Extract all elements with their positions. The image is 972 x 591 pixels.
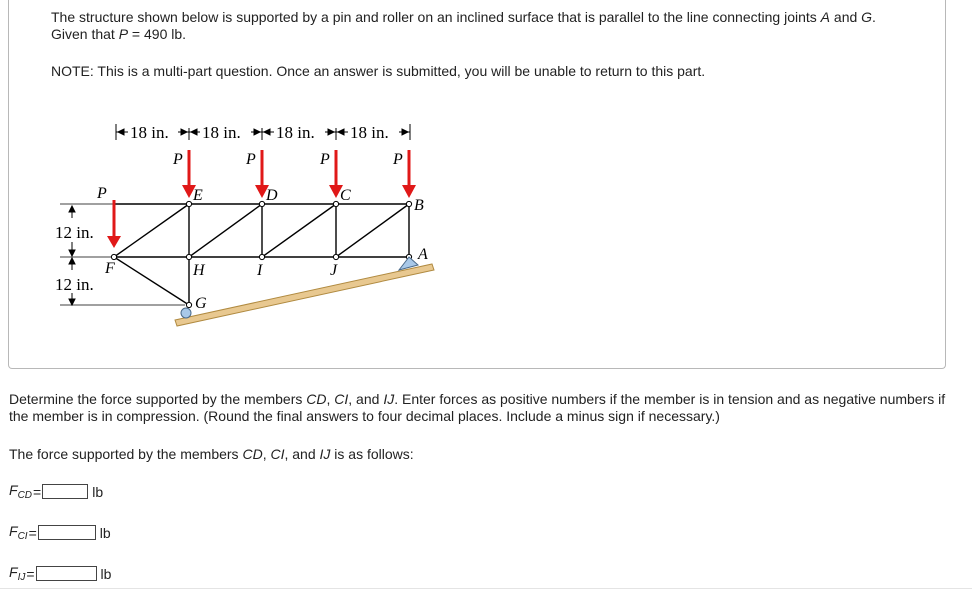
- load-label-d: P: [246, 151, 256, 168]
- joint-label-a: A: [418, 246, 428, 263]
- fij-input[interactable]: [36, 566, 97, 581]
- joint-label-b: B: [414, 197, 424, 214]
- member-ci-ref: CI: [334, 391, 349, 407]
- joint-label-h: H: [193, 262, 205, 279]
- p-symbol: P: [118, 26, 129, 42]
- height-label-1: 12 in.: [55, 223, 94, 242]
- page-divider: [0, 588, 972, 589]
- joint-label-i: I: [257, 262, 263, 279]
- roller-support-g: [181, 308, 191, 318]
- answer-label-fci: $F_{CI}$: [9, 523, 28, 542]
- height-label-2: 12 in.: [55, 275, 94, 294]
- load-label-e: P: [173, 151, 183, 168]
- p-value: = 490 lb.: [128, 26, 187, 42]
- member-ij-ref: IJ: [383, 391, 395, 407]
- answer-intro: The force supported by the members CD, CI, and IJ is as follows:: [9, 446, 414, 462]
- fcd-input[interactable]: [42, 484, 88, 499]
- load-label-f: P: [97, 185, 107, 202]
- multi-part-note: NOTE: This is a multi-part question. Once an answer is submitted, you will be unable to return to this part.: [51, 63, 706, 79]
- dimension-label-2: 18 in.: [202, 123, 241, 142]
- dimension-label-4: 18 in.: [350, 123, 389, 142]
- unit-label: lb: [99, 524, 111, 541]
- joint-label-f: F: [105, 260, 115, 277]
- joint-label-e: E: [193, 187, 203, 204]
- dimension-label-3: 18 in.: [276, 123, 315, 142]
- load-label-c: P: [320, 151, 330, 168]
- answer-row-fij: $F_{IJ}$ = lb: [9, 564, 112, 583]
- joint-label-j: J: [330, 262, 338, 279]
- joint-label-c: C: [340, 187, 351, 204]
- joint-label-g: G: [195, 295, 207, 312]
- load-label-b: P: [393, 151, 403, 168]
- problem-statement: The structure shown below is supported by a pin and roller on an inclined surface that is parallel to the line connecting joints A and G. Given that P = 490 lb.: [51, 9, 876, 42]
- answer-row-fci: $F_{CI}$ = lb: [9, 523, 111, 542]
- truss-figure: [50, 118, 450, 331]
- answer-row-fcd: $F_{CD}$ = lb: [9, 482, 104, 501]
- joint-g-ref: G: [861, 9, 873, 25]
- inclined-surface: [175, 264, 434, 326]
- member-cd-ref: CD: [306, 391, 327, 407]
- answer-label-fcd: $F_{CD}$: [9, 482, 33, 501]
- fci-input[interactable]: [38, 525, 96, 540]
- joint-a-ref: A: [820, 9, 831, 25]
- unit-label: lb: [92, 483, 104, 500]
- question-text: Determine the force supported by the members CD, CI, and IJ. Enter forces as positive numbers if the member is in tension and as negative numbers if the member is in compression. (Round the final answers to four decimal places. Include a minus sign if necessary.): [9, 391, 946, 424]
- joint-label-d: D: [266, 187, 278, 204]
- dimension-label-1: 18 in.: [130, 123, 169, 142]
- answer-label-fij: $F_{IJ}$: [9, 564, 26, 583]
- unit-label: lb: [100, 565, 112, 582]
